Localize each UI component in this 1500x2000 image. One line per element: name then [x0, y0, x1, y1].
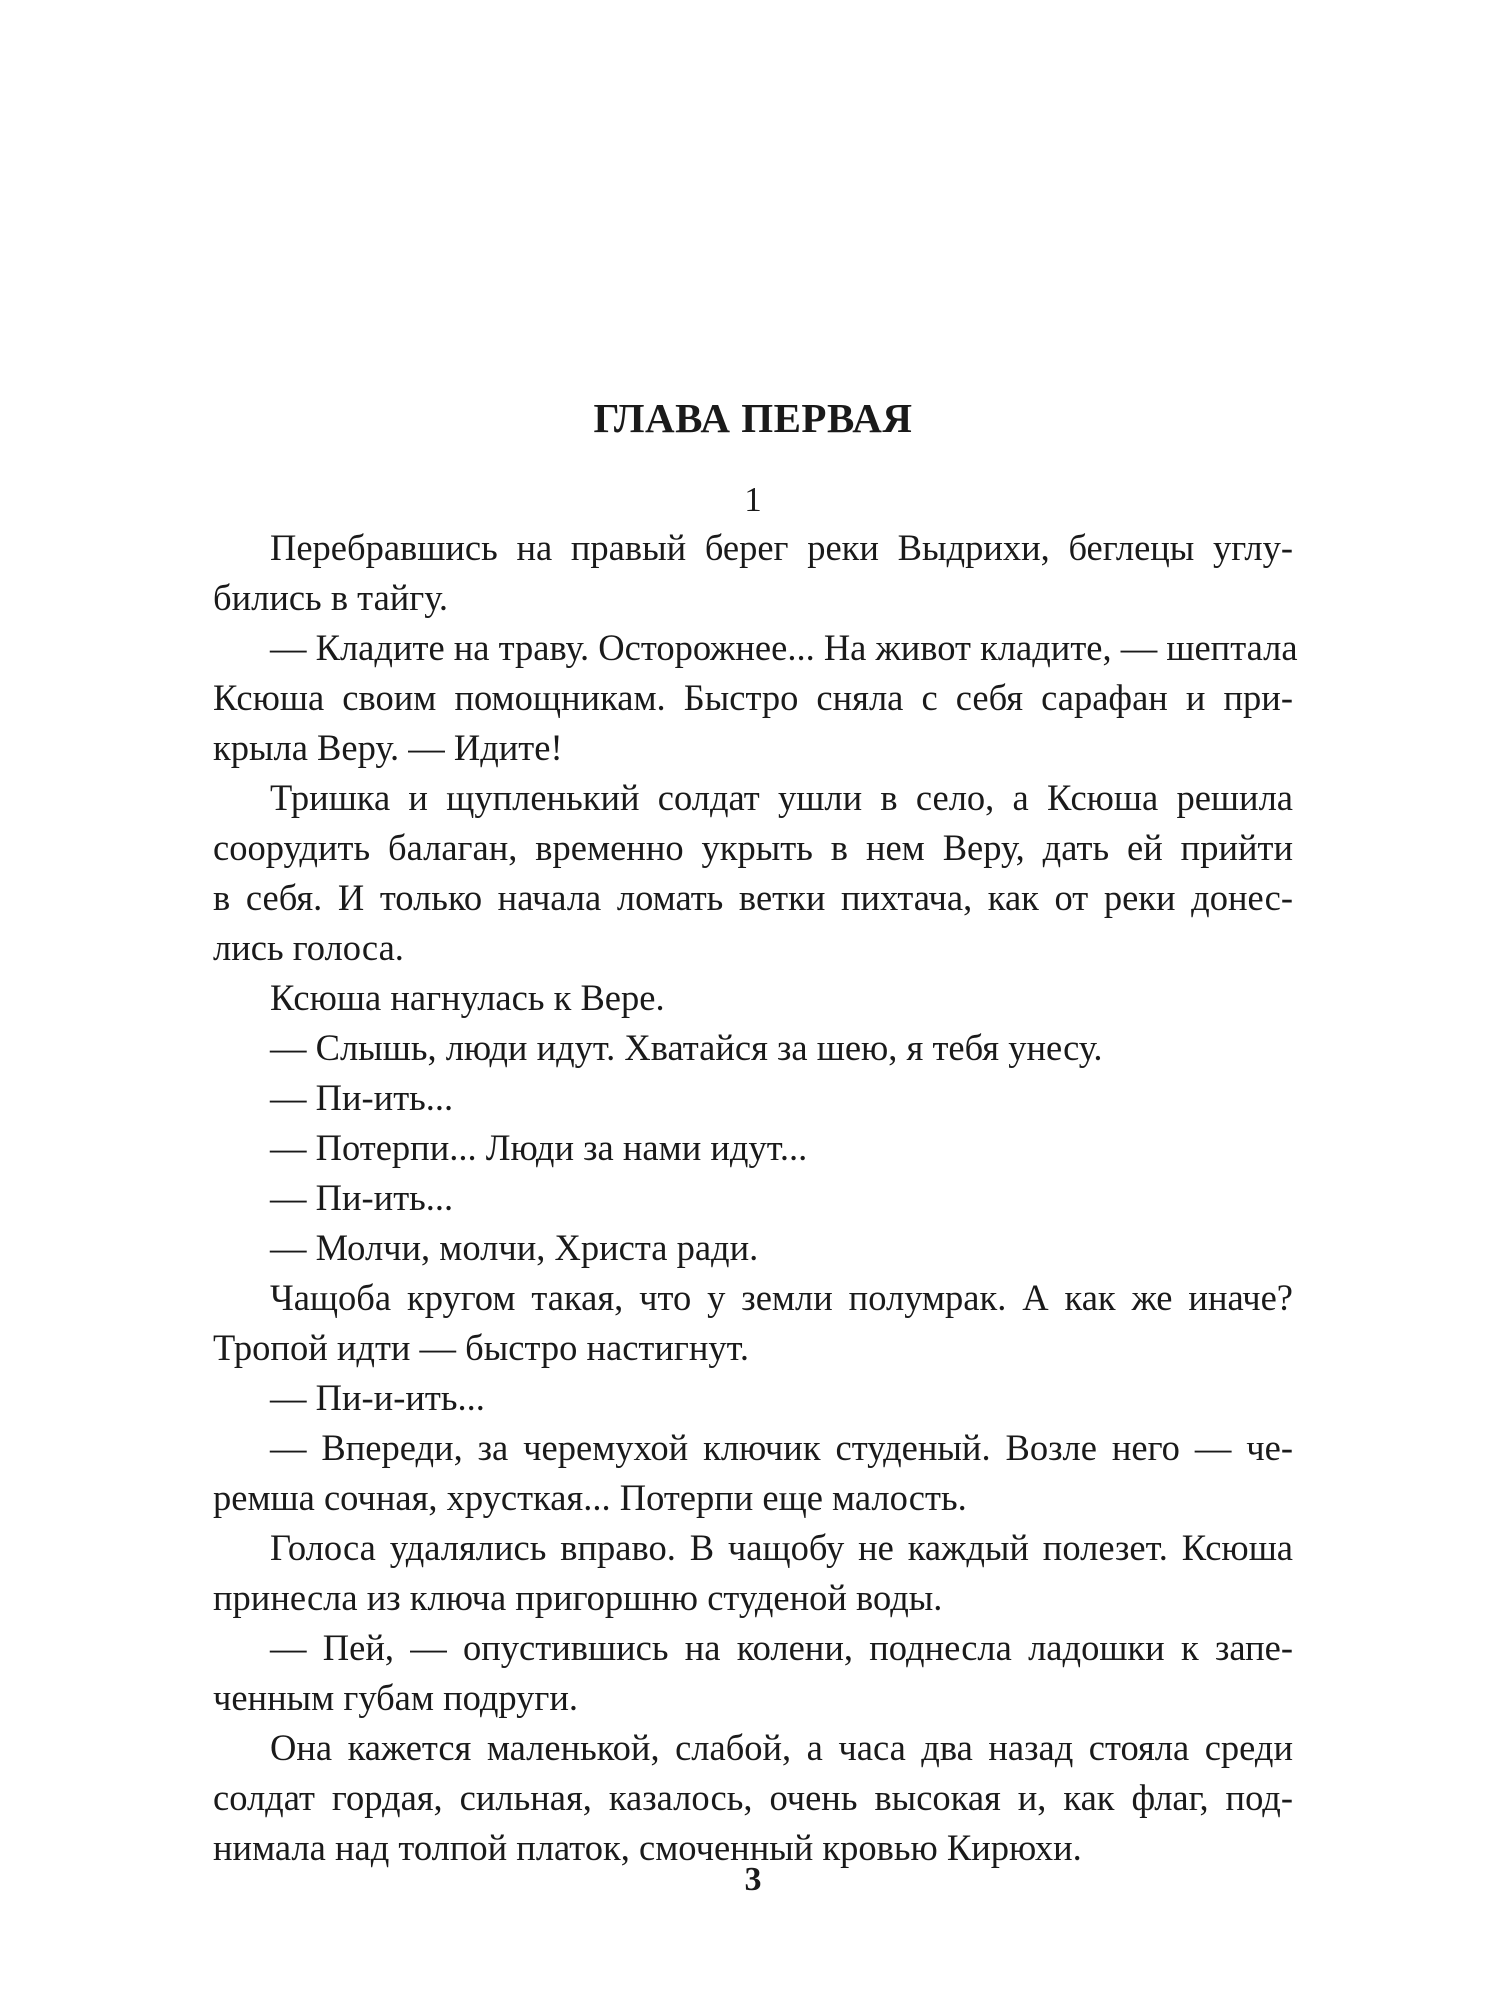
text-line: крыла Веру. — Идите!	[213, 727, 563, 768]
text-line: — Кладите на траву. Осторожнее... На живот кладите, — шептала	[270, 627, 1298, 668]
text-line: Ксюша своим помощникам. Быстро сняла с себя сарафан и при-	[213, 677, 1293, 718]
text-line: — Пи-ить...	[270, 1077, 454, 1118]
text-line: — Слышь, люди идут. Хватайся за шею, я тебя унесу.	[270, 1027, 1103, 1068]
text-line: принесла из ключа пригоршню студеной воды.	[213, 1577, 943, 1618]
body-text	[213, 523, 1298, 1873]
text-line: — Пи-ить...	[270, 1177, 454, 1218]
text-line: Чащоба кругом такая, что у земли полумрак. А как же иначе?	[270, 1277, 1293, 1318]
section-number: 1	[744, 480, 762, 519]
text-line: Она кажется маленькой, слабой, а часа два назад стояла среди	[270, 1727, 1293, 1768]
chapter-title: ГЛАВА ПЕРВАЯ	[593, 395, 913, 441]
text-line: Тропой идти — быстро настигнут.	[213, 1327, 750, 1368]
page-number: 3	[744, 1861, 762, 1898]
text-line: нимала над толпой платок, смоченный кровью Кирюхи.	[213, 1827, 1082, 1868]
text-line: Ксюша нагнулась к Вере.	[270, 977, 665, 1018]
text-line: ремша сочная, хрусткая... Потерпи еще малость.	[213, 1477, 967, 1518]
text-line: — Потерпи... Люди за нами идут...	[270, 1127, 808, 1168]
text-line: ченным губам подруги.	[213, 1677, 579, 1718]
text-line: солдат гордая, сильная, казалось, очень высокая и, как флаг, под-	[213, 1777, 1293, 1818]
text-line: Голоса удалялись вправо. В чащобу не каждый полезет. Ксюша	[270, 1527, 1293, 1568]
text-line: в себя. И только начала ломать ветки пихтача, как от реки донес-	[213, 877, 1293, 918]
text-line: соорудить балаган, временно укрыть в нем Веру, дать ей прийти	[213, 827, 1293, 868]
text-line: лись голоса.	[213, 927, 404, 968]
text-line: — Пи-и-ить...	[270, 1377, 485, 1418]
text-line: — Пей, — опустившись на колени, поднесла ладошки к запе-	[270, 1627, 1293, 1668]
book-page	[213, 0, 1298, 2000]
text-line: — Молчи, молчи, Христа ради.	[270, 1227, 759, 1268]
text-line: Тришка и щупленький солдат ушли в село, а Ксюша решила	[270, 777, 1293, 818]
text-line: бились в тайгу.	[213, 577, 449, 618]
text-line: — Впереди, за черемухой ключик студеный. Возле него — че-	[270, 1427, 1293, 1468]
text-line: Перебравшись на правый берег реки Выдрихи, беглецы углу-	[270, 527, 1293, 568]
